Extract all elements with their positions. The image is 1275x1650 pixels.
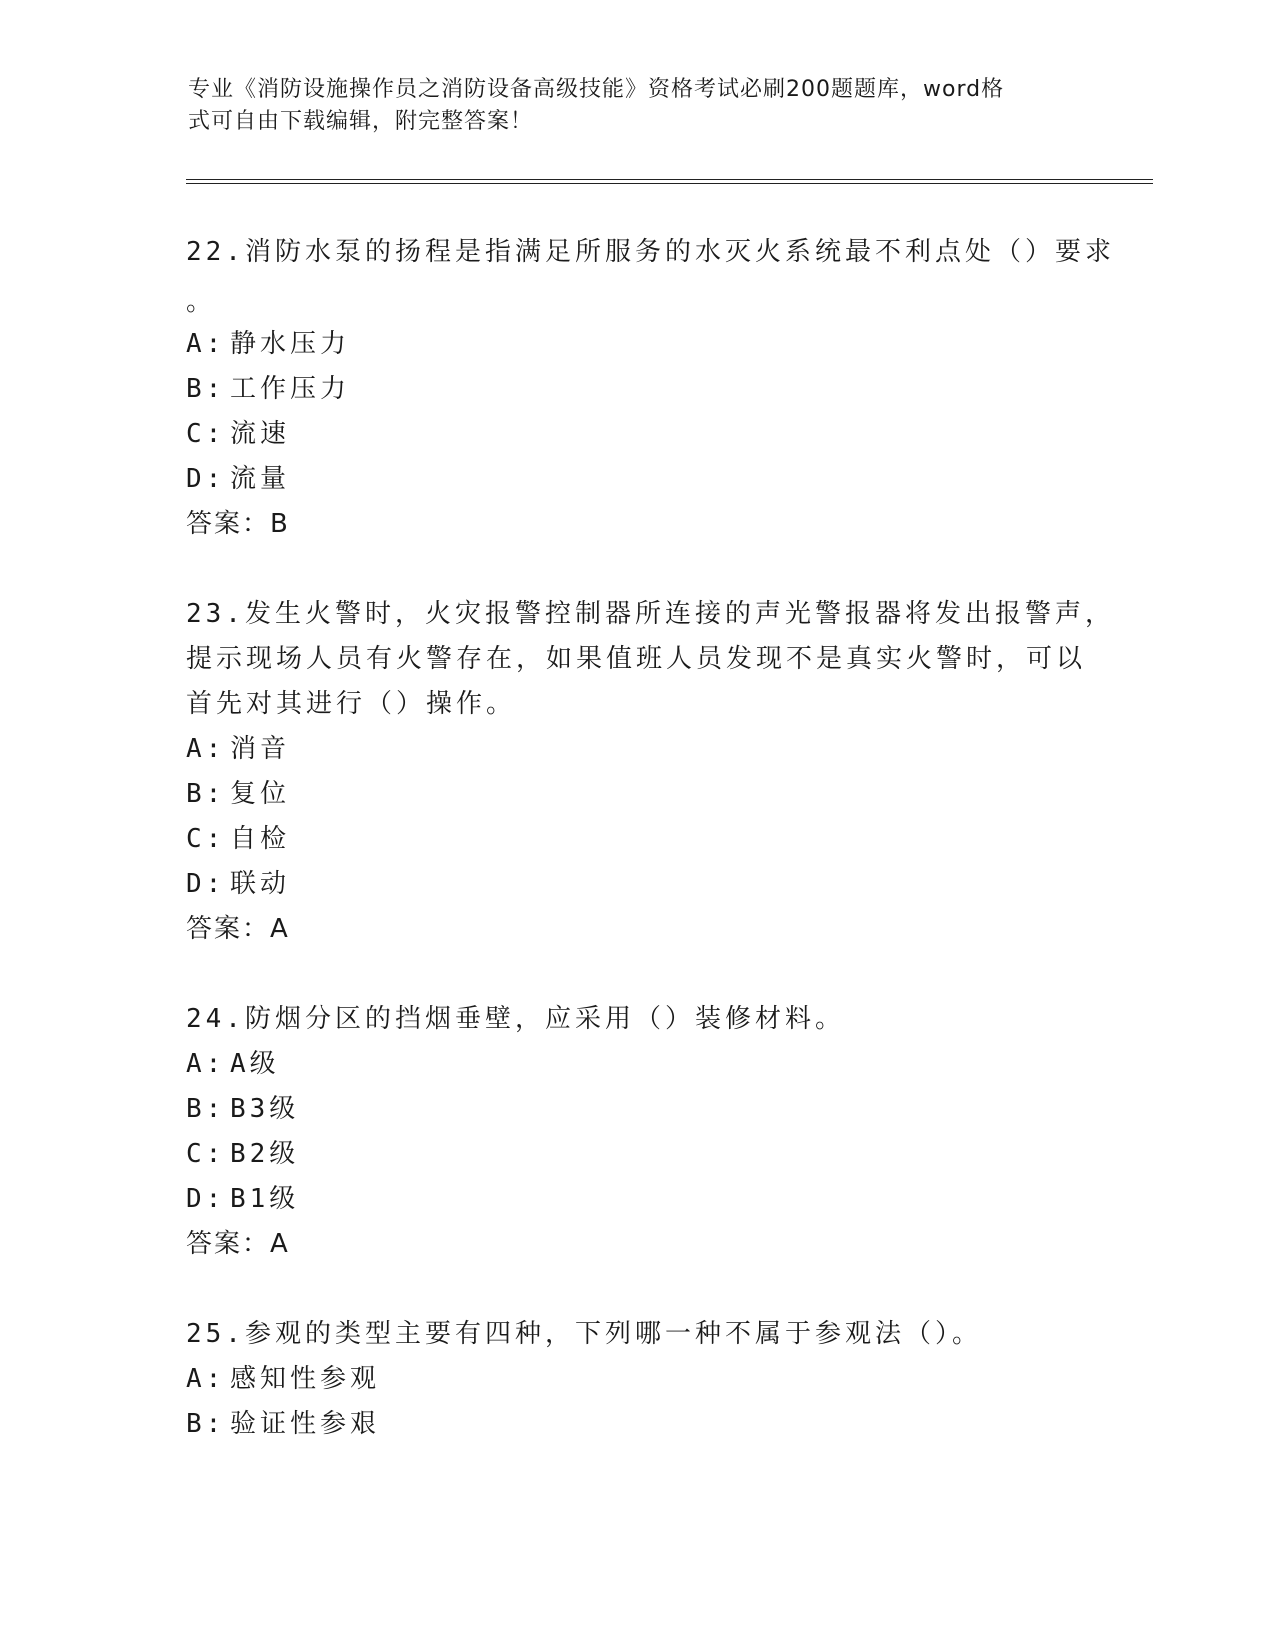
option-label: D: (186, 464, 226, 494)
option-text: 消音 (230, 734, 291, 764)
question-25-option-b (186, 1402, 380, 1447)
question-23-stem-line-2: 提示现场人员有火警存在，如果值班人员发现不是真实火警时，可以 (186, 644, 1087, 674)
option-text: 流量 (230, 464, 291, 494)
question-23-stem-line-1: 23.发生火警时，火灾报警控制器所连接的声光警报器将发出报警声， (186, 599, 1115, 629)
question-23-answer: 答案：A (186, 914, 290, 944)
question-22-option-b (186, 367, 350, 412)
option-text: 联动 (230, 869, 291, 899)
option-label: A: (186, 734, 226, 764)
document-header (188, 74, 1068, 138)
header-divider-top (186, 179, 1153, 180)
question-22-answer: 答案：B (186, 509, 290, 539)
option-text: B1级 (230, 1184, 300, 1214)
option-text: 工作压力 (230, 374, 351, 404)
option-label: D: (186, 1184, 226, 1214)
question-24-stem-line-1: 24.防烟分区的挡烟垂壁，应采用（）装修材料。 (186, 1004, 845, 1034)
option-label: C: (186, 824, 226, 854)
option-label: A: (186, 329, 226, 359)
question-23-option-d (186, 862, 290, 907)
question-22-stem-line-2: 。 (186, 287, 217, 317)
question-22-option-a (186, 322, 350, 367)
option-label: D: (186, 869, 226, 899)
header-divider-bottom (186, 183, 1153, 184)
option-label: B: (186, 374, 226, 404)
question-23-option-c (186, 817, 290, 862)
option-text: 复位 (230, 779, 291, 809)
option-text: 感知性参观 (230, 1364, 381, 1394)
question-22-stem-line-1: 22.消防水泵的扬程是指满足所服务的水灭火系统最不利点处（）要求 (186, 237, 1115, 267)
question-23-stem-line-3: 首先对其进行（）操作。 (186, 689, 517, 719)
option-label: B: (186, 779, 226, 809)
header-line-2: 式可自由下载编辑，附完整答案！ (188, 109, 534, 134)
question-24-answer: 答案：A (186, 1229, 290, 1259)
question-24-option-b (186, 1087, 299, 1132)
option-text: A级 (230, 1049, 280, 1079)
option-label: A: (186, 1049, 226, 1079)
question-23-option-b (186, 772, 290, 817)
option-label: C: (186, 1139, 226, 1169)
option-text: 验证性参艰 (230, 1409, 381, 1439)
question-22-option-c (186, 412, 290, 457)
option-label: B: (186, 1094, 226, 1124)
option-label: B: (186, 1409, 226, 1439)
question-25-option-a (186, 1357, 380, 1402)
question-25-stem-line-1: 25.参观的类型主要有四种，下列哪一种不属于参观法（）。 (186, 1319, 982, 1349)
question-24-option-c (186, 1132, 299, 1177)
option-text: 流速 (230, 419, 291, 449)
question-23-option-a (186, 727, 290, 772)
question-24-option-d (186, 1177, 299, 1222)
option-text: 自检 (230, 824, 291, 854)
header-line-1: 专业《消防设施操作员之消防设备高级技能》资格考试必刷200题题库，word格 (188, 77, 1005, 102)
option-text: B2级 (230, 1139, 300, 1169)
option-text: B3级 (230, 1094, 300, 1124)
question-24-option-a (186, 1042, 280, 1087)
question-22-option-d (186, 457, 290, 502)
option-text: 静水压力 (230, 329, 351, 359)
option-label: A: (186, 1364, 226, 1394)
option-label: C: (186, 419, 226, 449)
